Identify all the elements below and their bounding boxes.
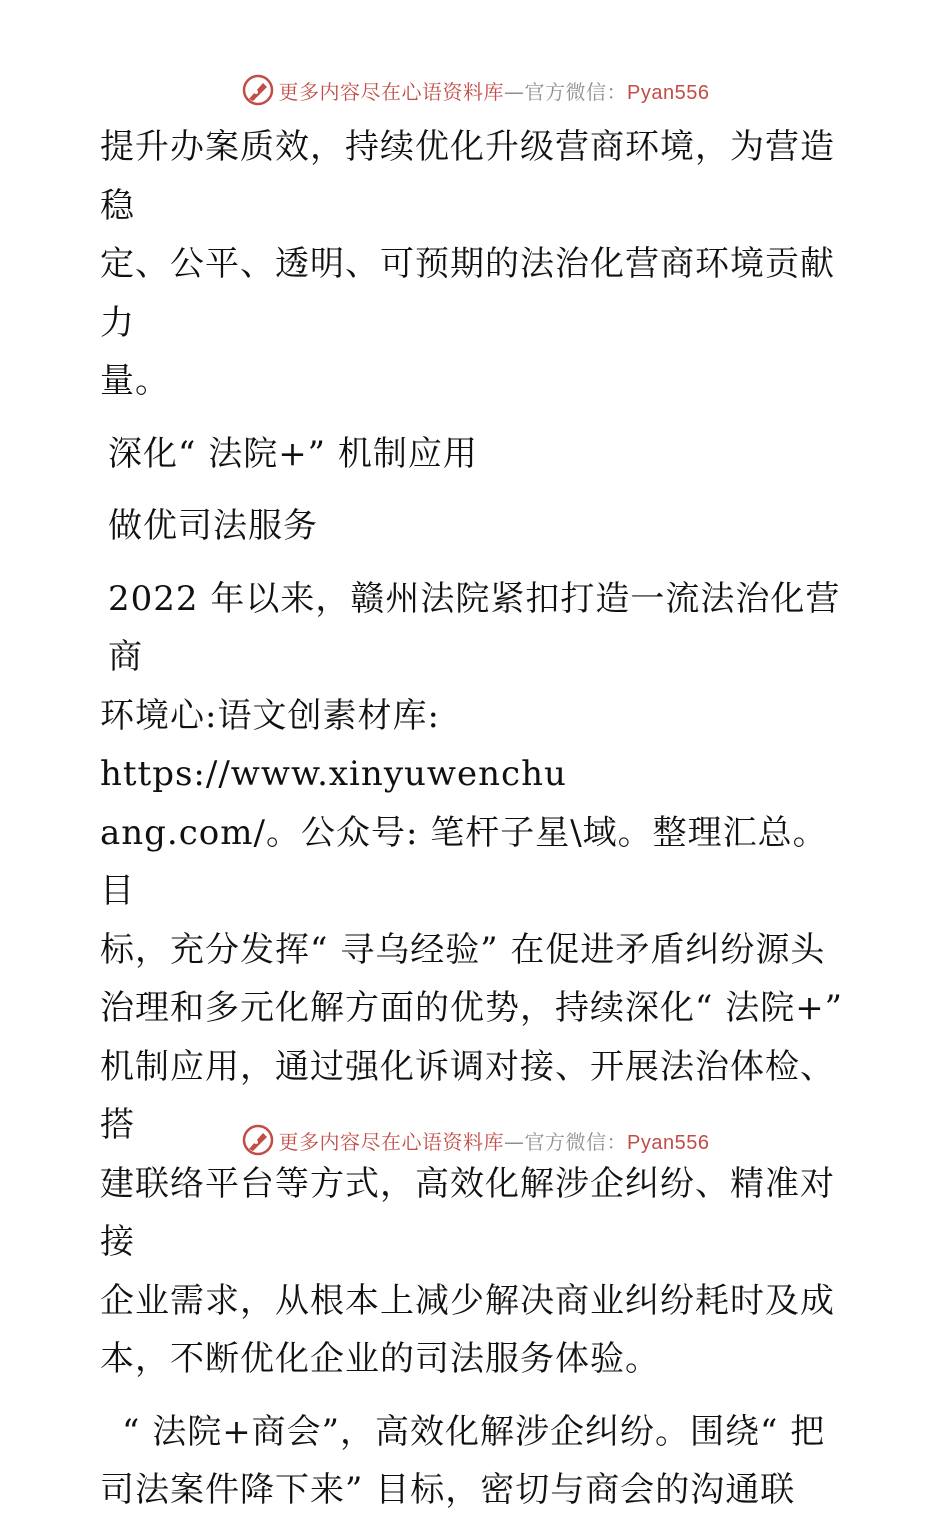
text-line: 司法案件降下来” 目标，密切与商会的沟通联 xyxy=(100,1470,796,1510)
banner-promo xyxy=(279,76,710,105)
wechat-label: 官方微信： xyxy=(524,1129,628,1154)
banner-dash: — xyxy=(504,1129,525,1154)
pen-nib-logo-icon xyxy=(241,73,275,107)
paragraph-1 xyxy=(100,118,860,411)
banner-dash: — xyxy=(504,79,525,104)
section-subheading: 做优司法服务 xyxy=(108,506,318,546)
document-body xyxy=(100,118,860,1520)
wechat-handle: Pyan556 xyxy=(627,81,710,104)
wechat-handle: Pyan556 xyxy=(627,1131,710,1154)
text-line: 提升办案质效，持续优化升级营商环境，为营造稳 xyxy=(100,127,835,226)
banner-promo xyxy=(279,1126,710,1155)
section-heading: 深化“ 法院+” 机制应用 xyxy=(108,433,478,474)
paragraph-2 xyxy=(100,570,860,1389)
text-line: 2022 年以来，赣州法院紧扣打造一流法治化营商 xyxy=(108,578,841,677)
footer-banner xyxy=(0,1120,950,1160)
text-line: 治理和多元化解方面的优势，持续深化“ 法院+” xyxy=(100,988,844,1028)
text-line: 标，充分发挥“ 寻乌经验” 在促进矛盾纠纷源头 xyxy=(100,929,826,970)
text-line: 机制应用，通过强化诉调对接、开展法治体检、搭 xyxy=(100,1046,835,1145)
header-banner xyxy=(0,70,950,110)
text-line: 量。 xyxy=(100,361,170,401)
text-line: 企业需求，从根本上减少解决商业纠纷耗时及成 xyxy=(100,1280,835,1321)
text-line: “ 法院+商会”，高效化解涉企纠纷。围绕“ 把 xyxy=(122,1411,826,1452)
text-line: ang.com/。公众号: 笔杆子星\域。整理汇总。目 xyxy=(100,812,828,911)
text-line: 建联络平台等方式，高效化解涉企纠纷、精准对接 xyxy=(100,1163,835,1262)
text-line: 定、公平、透明、可预期的法治化营商环境贡献力 xyxy=(100,244,835,343)
text-line: 本，不断优化企业的司法服务体验。 xyxy=(100,1339,660,1379)
promo-text: 更多内容尽在心语资料库 xyxy=(278,79,505,104)
pen-nib-logo-icon xyxy=(241,1123,275,1157)
promo-text: 更多内容尽在心语资料库 xyxy=(278,1129,505,1154)
wechat-label: 官方微信： xyxy=(524,79,628,104)
paragraph-3 xyxy=(100,1403,860,1520)
text-line: 环境心:语文创素材库: https://www.xinyuwenchu xyxy=(100,695,567,794)
